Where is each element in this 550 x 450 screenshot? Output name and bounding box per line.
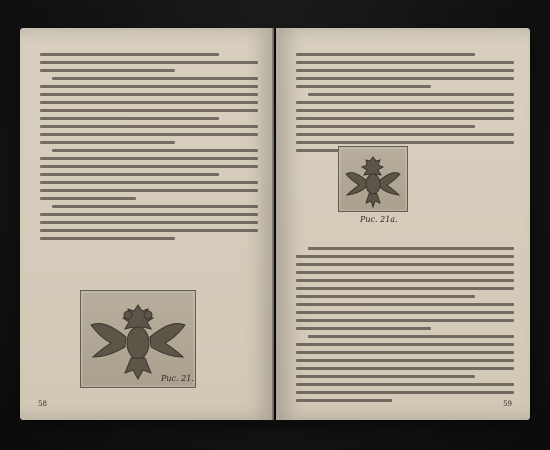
right-figure-caption: Рис. 21а. [360,215,398,224]
right-text-line [296,359,514,362]
right-text-line [296,263,514,266]
left-text-line [40,125,258,128]
left-text-block-top [40,48,258,245]
right-text-line [296,351,514,354]
left-text-line [40,237,175,240]
right-text-line [296,117,514,120]
right-text-line [296,141,514,144]
right-text-line [296,125,475,128]
left-text-line [40,221,258,224]
right-text-line [296,311,514,314]
right-text-line [296,53,475,56]
left-text-line [40,213,258,216]
double-headed-eagle-icon [339,147,407,211]
right-text-block-bottom [296,242,514,407]
right-page [276,28,530,420]
left-text-line [40,173,219,176]
right-text-line [296,255,514,258]
right-text-line [296,287,514,290]
right-text-line [296,367,514,370]
left-text-line [40,117,219,120]
left-text-line [52,205,258,208]
right-text-line [296,101,514,104]
left-text-line [40,157,258,160]
right-text-line [296,85,431,88]
left-text-line [40,229,258,232]
right-text-line [296,319,514,322]
left-text-line [52,149,258,152]
double-headed-eagle-icon [81,291,195,387]
right-text-line [296,109,514,112]
right-text-line [296,295,475,298]
right-text-line [296,383,514,386]
right-text-line [296,303,514,306]
right-text-line [296,327,431,330]
right-text-line [296,399,392,402]
left-page-number: 58 [38,400,47,408]
right-text-line [296,69,514,72]
right-text-line [296,279,514,282]
left-text-line [40,141,175,144]
left-text-line [40,85,258,88]
left-page [20,28,274,420]
right-text-line [308,335,514,338]
left-text-line [40,93,258,96]
left-text-line [40,133,258,136]
left-text-line [40,165,258,168]
open-book [20,28,530,420]
left-text-line [40,53,219,56]
left-text-line [40,69,175,72]
right-text-line [308,93,514,96]
left-text-line [40,197,136,200]
left-text-line [40,189,258,192]
left-text-line [40,181,258,184]
right-text-line [296,133,514,136]
right-page-number: 59 [503,400,512,408]
right-text-line [296,61,514,64]
right-text-line [296,343,514,346]
right-text-line [296,271,514,274]
right-text-line [308,247,514,250]
right-eagle-figure [338,146,408,212]
left-text-line [40,61,258,64]
right-text-line [296,77,514,80]
left-text-line [40,109,258,112]
right-text-line [296,375,475,378]
right-text-block-top [296,48,514,157]
right-text-line [296,391,514,394]
left-text-line [40,101,258,104]
left-text-line [52,77,258,80]
left-figure-caption: Рис. 21. [161,374,194,383]
